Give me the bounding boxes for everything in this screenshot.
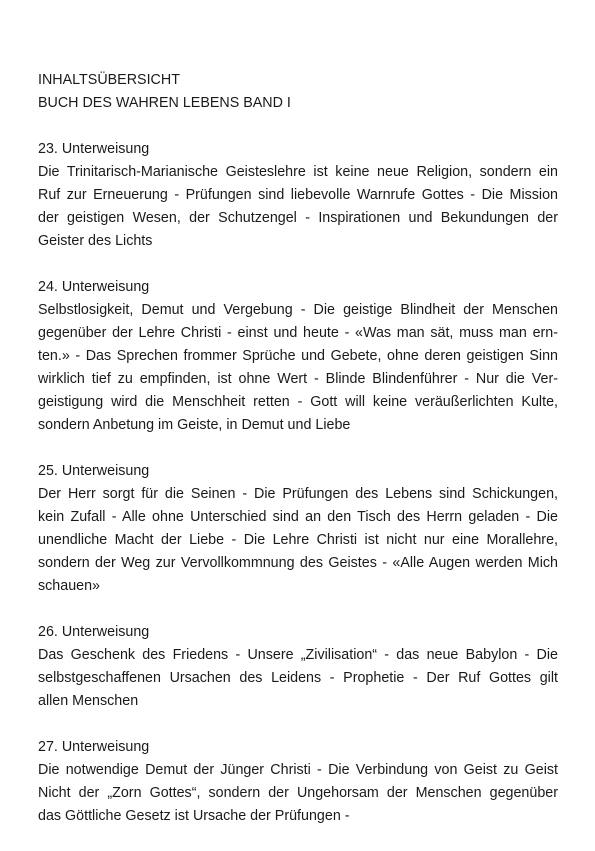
summary-line: Nicht der „Zorn Gottes“, sondern der Ungehorsam der Menschen gegenüber bbox=[38, 785, 558, 801]
section-title: 25. Unterweisung bbox=[38, 463, 150, 479]
summary-line: Die Trinitarisch-Marianische Geisteslehre ist keine neue Religion, sondern ein bbox=[38, 164, 558, 180]
toc-heading: INHALTSÜBERSICHT bbox=[38, 72, 180, 88]
summary-line: Geister des Lichts bbox=[38, 233, 153, 249]
summary-line: Die notwendige Demut der Jünger Christi - Die Verbindung von Geist zu Geist bbox=[38, 762, 558, 778]
section-summary bbox=[38, 161, 558, 253]
summary-line: Der Herr sorgt für die Seinen - Die Prüfungen des Lebens sind Schickungen, bbox=[38, 486, 558, 502]
section-summary bbox=[38, 759, 558, 828]
summary-line: Ruf zur Erneuerung - Prüfungen sind liebevolle Warnrufe Gottes - Die Mission bbox=[38, 187, 558, 203]
book-title: BUCH DES WAHREN LEBENS BAND I bbox=[38, 95, 291, 111]
section-summary bbox=[38, 483, 558, 598]
summary-line: schauen» bbox=[38, 578, 101, 594]
toc-header bbox=[38, 69, 558, 115]
toc-section-23 bbox=[38, 138, 558, 253]
summary-line: selbstgeschaffenen Ursachen des Leidens - Prophetie - Der Ruf Gottes gilt bbox=[38, 670, 558, 686]
toc-section-26 bbox=[38, 621, 558, 713]
document-page bbox=[38, 69, 558, 851]
summary-line: gegenüber der Lehre Christi - einst und heute - «Was man sät, muss man ern- bbox=[38, 325, 558, 341]
section-title: 24. Unterweisung bbox=[38, 279, 150, 295]
toc-section-25 bbox=[38, 460, 558, 598]
section-summary bbox=[38, 299, 558, 437]
summary-line: allen Menschen bbox=[38, 693, 139, 709]
summary-line: der geistigen Wesen, der Schutzengel - Inspirationen und Bekundungen der bbox=[38, 210, 558, 226]
summary-line: geistigung wird die Menschheit retten - Gott will keine veräußerlichten Kulte, bbox=[38, 394, 558, 410]
section-title: 26. Unterweisung bbox=[38, 624, 150, 640]
summary-line: Selbstlosigkeit, Demut und Vergebung - Die geistige Blindheit der Menschen bbox=[38, 302, 558, 318]
toc-section-24 bbox=[38, 276, 558, 437]
summary-line: wirklich tief zu empfinden, ist ohne Wert - Blinde Blindenführer - Nur die Ver- bbox=[38, 371, 558, 387]
summary-line: kein Zufall - Alle ohne Unterschied sind an den Tisch des Herrn geladen - Die bbox=[38, 509, 558, 525]
summary-line: sondern Anbetung im Geiste, in Demut und Liebe bbox=[38, 417, 351, 433]
summary-line: sondern der Weg zur Vervollkommnung des Geistes - «Alle Augen werden Mich bbox=[38, 555, 558, 571]
section-title: 27. Unterweisung bbox=[38, 739, 150, 755]
summary-line: das Göttliche Gesetz ist Ursache der Prüfungen - bbox=[38, 808, 350, 824]
section-summary bbox=[38, 644, 558, 713]
section-title: 23. Unterweisung bbox=[38, 141, 150, 157]
toc-section-27 bbox=[38, 736, 558, 828]
summary-line: unendliche Macht der Liebe - Die Lehre Christi ist nicht nur eine Morallehre, bbox=[38, 532, 558, 548]
summary-line: Das Geschenk des Friedens - Unsere „Zivilisation“ - das neue Babylon - Die bbox=[38, 647, 558, 663]
summary-line: ten.» - Das Sprechen frommer Sprüche und Gebete, ohne deren geistigen Sinn bbox=[38, 348, 558, 364]
